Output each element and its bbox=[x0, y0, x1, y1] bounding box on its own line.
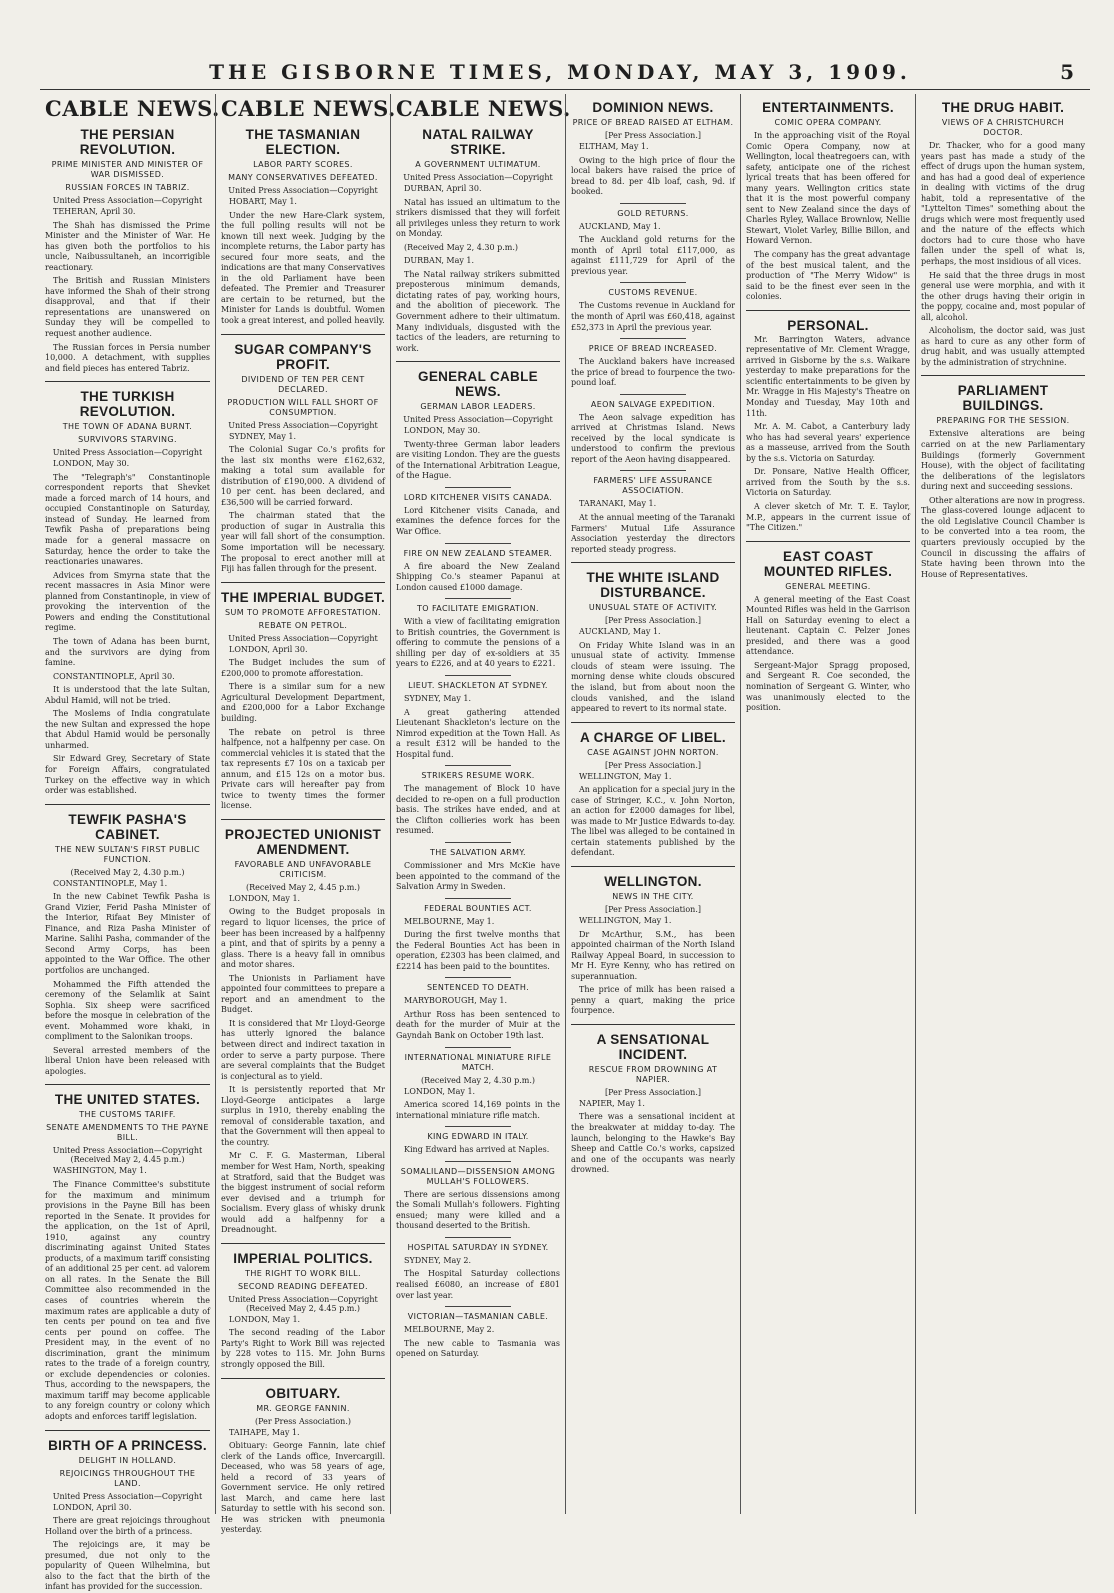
article-paragraph: Mr. Barrington Waters, advance representative of Mr. Clement Wragge, arrived in Gisborne by the s.s. Waikare yesterday to make preparations for the scientific entertainments to be given by Mr. Wragge in His Majesty's Theatre on Monday and Tuesday, May 10th and 11th. bbox=[746, 334, 910, 418]
article-subhead: PRICE OF BREAD INCREASED. bbox=[588, 344, 718, 354]
article-title: A CHARGE OF LIBEL. bbox=[580, 729, 726, 745]
section-separator bbox=[620, 394, 686, 395]
masthead-title: THE GISBORNE TIMES, MONDAY, MAY 3, 1909. bbox=[209, 60, 911, 84]
article-divider bbox=[571, 722, 735, 723]
article-title: BIRTH OF A PRINCESS. bbox=[48, 1437, 207, 1453]
section-separator bbox=[445, 842, 511, 843]
article-paragraph: The Finance Committee's substitute for the maximum and minimum provisions in the Payne Bill has been reported in the Senate. It provides for the application, on the 1st of April, 1910, against any country discriminating against United States products, of a maximum tariff consisting of an additional 25 per cent. ad valorem on all rates. In the Senate the Bill Committee also recommended in the cases of countries wherein the maximum rates are applicable a duty of ten cents per pound on tea and five cents per pound on coffee. The President may, in the event of no discrimination, grant the minimum rates to the trade of a foreign country, or exclude dependencies or colonies. Thus, according to the newspapers, the maximum tariff may become applicable to any foreign country or colony which adopts and enforces tariff legislation. bbox=[45, 1180, 210, 1422]
article bbox=[221, 127, 385, 327]
article-paragraph: A fire aboard the New Zealand Shipping Co.'s steamer Papanui at London caused £1000 damage. bbox=[396, 561, 560, 592]
article-subhead: A GOVERNMENT ULTIMATUM. bbox=[415, 160, 541, 169]
article-subhead: PRODUCTION WILL FALL SHORT OF CONSUMPTION. bbox=[227, 397, 379, 417]
article-paragraph: Lord Kitchener visits Canada, and examines the defence forces for the War Office. bbox=[396, 505, 560, 537]
article-paragraph: With a view of facilitating emigration to British countries, the Government is offering to commute the pensions of a shilling per day of ex-soldiers at 35 years to £226, and at 40 years to £221. bbox=[396, 617, 560, 669]
section-separator bbox=[445, 1237, 511, 1238]
section-separator bbox=[620, 282, 686, 283]
article-paragraph: The town of Adana has been burnt, and the survivors are dying from famine. bbox=[45, 636, 210, 668]
article bbox=[221, 1243, 385, 1371]
article-paragraph: He said that the three drugs in most general use were morphia, and with it the other drugs having their origin in the poppy, cocaine and, most popular of all, alcohol. bbox=[921, 270, 1085, 322]
article-subhead: THE TOWN OF ADANA BURNT. bbox=[62, 422, 193, 432]
article-paragraph: Dr. Ponsare, Native Health Officer, arrived from the South by the s.s. Victoria on Saturday. bbox=[746, 467, 910, 498]
article-dateline: United Press Association—Copyright bbox=[52, 196, 203, 205]
article-paragraph: LONDON, April 30. bbox=[53, 1502, 132, 1512]
article-divider bbox=[571, 866, 735, 867]
section-separator bbox=[445, 765, 511, 766]
article-subhead: VICTORIAN—TASMANIAN CABLE. bbox=[407, 1312, 549, 1322]
article-paragraph: It is understood that the late Sultan, Abdul Hamid, will not be tried. bbox=[45, 685, 210, 705]
article-divider bbox=[45, 1430, 210, 1431]
column-header: CABLE NEWS. bbox=[45, 96, 220, 121]
article-title: SUGAR COMPANY'S PROFIT. bbox=[234, 341, 372, 372]
article-subhead: UNUSUAL STATE OF ACTIVITY. bbox=[588, 603, 718, 613]
article-paragraph: CONSTANTINOPLE, May 1. bbox=[53, 878, 168, 888]
article bbox=[221, 1378, 385, 1536]
article bbox=[571, 282, 735, 333]
article-paragraph: It is persistently reported that Mr Lloyd-George anticipates a large surplus in 1910, thereby enabling the removal of considerable taxation, and that the Government will then appeal to the country. bbox=[221, 1085, 385, 1147]
article-title: NATAL RAILWAY STRIKE. bbox=[422, 127, 534, 157]
article bbox=[396, 543, 560, 594]
article-subhead: LIEUT. SHACKLETON AT SYDNEY. bbox=[408, 680, 548, 690]
article-paragraph: Obituary: George Fannin, late chief clerk of the Lands office, Invercargill. Deceased, who was 58 years of age, held a record of 33 years of Government service. He only retired last March, and came here last Saturday to settle with his second son. He was stricken with pneumonia yesterday. bbox=[221, 1441, 385, 1535]
article-paragraph: A general meeting of the East Coast Mounted Rifles was held in the Garrison Hall on Saturday evening to elect a lieutenant. Captain C. Pelzer Jones presided, and there was a good attendance. bbox=[746, 594, 910, 657]
article bbox=[571, 100, 735, 198]
article-paragraph: LONDON, May 1. bbox=[404, 1086, 476, 1096]
article bbox=[571, 1024, 735, 1176]
article-dateline: United Press Association—Copyright bbox=[228, 186, 378, 195]
article-paragraph: The Colonial Sugar Co.'s profits for the last six months were £162,632, making a total sum available for distribution of £190,000. A dividend of 10 per cent. has been declared, and £36,500 will be carried forward. bbox=[221, 445, 385, 507]
article-paragraph: The British and Russian Ministers have informed the Shah of their strong disapproval, and that if their representations are unanswered on Sunday they will be compelled to request another audience. bbox=[45, 276, 210, 339]
article-subhead: FARMERS' LIFE ASSURANCE ASSOCIATION. bbox=[593, 476, 713, 496]
article-paragraph: The Shah has dismissed the Prime Minister and the Minister of War. He has given both the portfolios to his uncle, Naibussultaneh, an incorrigible reactionary. bbox=[45, 220, 210, 272]
section-separator bbox=[445, 487, 511, 488]
article-subhead: FIRE ON NEW ZEALAND STEAMER. bbox=[403, 548, 553, 558]
article bbox=[571, 394, 735, 466]
section-separator bbox=[620, 470, 686, 471]
article-dateline: United Press Association—Copyright (Received May 2, 4.45 p.m.) bbox=[228, 1294, 378, 1313]
article-paragraph: LONDON, May 1. bbox=[229, 893, 301, 903]
column-5 bbox=[740, 94, 915, 1514]
article-title: DOMINION NEWS. bbox=[592, 100, 714, 115]
article-paragraph: Natal has issued an ultimatum to the strikers dismissed that they will forfeit all privileges unless they return to work on Monday. bbox=[396, 197, 560, 239]
article-paragraph: Sergeant-Major Spragg proposed, and Sergeant R. Coe seconded, the nomination of Sergeant G. Winter, who was unanimously elected to the position. bbox=[746, 660, 910, 713]
article-dateline: United Press Association—Copyright bbox=[403, 415, 553, 425]
article-dateline: United Press Association—Copyright bbox=[228, 633, 378, 643]
article-dateline: United Press Association—Copyright bbox=[228, 420, 378, 430]
article bbox=[921, 375, 1085, 580]
article bbox=[396, 842, 560, 893]
article-divider bbox=[221, 1243, 385, 1244]
section-separator bbox=[445, 1047, 511, 1048]
article-paragraph: A clever sketch of Mr. T. E. Taylor, M.P., appears in the current issue of "The Citizen." bbox=[746, 501, 910, 533]
section-separator bbox=[445, 1126, 511, 1127]
article bbox=[571, 562, 735, 714]
article-paragraph: MELBOURNE, May 1. bbox=[404, 916, 495, 926]
article bbox=[571, 722, 735, 859]
article-title: PROJECTED UNIONIST AMENDMENT. bbox=[224, 826, 382, 857]
article-subhead: DELIGHT IN HOLLAND. bbox=[78, 1455, 177, 1465]
column-2 bbox=[215, 94, 396, 1535]
article-title: IMPERIAL POLITICS. bbox=[233, 1250, 373, 1266]
column-4 bbox=[565, 94, 740, 1514]
article-divider bbox=[45, 1084, 210, 1085]
article-paragraph: The Budget includes the sum of £200,000 to promote afforestation. bbox=[221, 658, 385, 678]
article-title: PARLIAMENT BUILDINGS. bbox=[957, 383, 1049, 414]
article-subhead: PRIME MINISTER AND MINISTER OF WAR DISMISSED. bbox=[51, 160, 204, 179]
section-separator bbox=[445, 1306, 511, 1307]
article bbox=[396, 1306, 560, 1360]
article bbox=[396, 127, 560, 354]
article-paragraph: America scored 14,169 points in the international miniature rifle match. bbox=[396, 1100, 560, 1120]
article bbox=[746, 100, 910, 303]
article-subhead: CUSTOMS REVENUE. bbox=[608, 288, 698, 298]
article-paragraph: The rebate on petrol is three halfpence, not a halfpenny per case. On commercial vehicles it is stated that the tax represents £7 10s on a taxicab per annum, and £15 12s on a motor bus. Private cars will hereafter pay from twice to twenty times the former license. bbox=[221, 727, 385, 811]
article-title: PERSONAL. bbox=[787, 317, 869, 333]
article-title: WELLINGTON. bbox=[604, 873, 702, 889]
article-paragraph: CONSTANTINOPLE, April 30. bbox=[53, 671, 175, 681]
article-title: THE IMPERIAL BUDGET. bbox=[221, 589, 386, 605]
article-subhead: THE NEW SULTAN'S FIRST PUBLIC FUNCTION. bbox=[54, 844, 201, 864]
article-paragraph: Commissioner and Mrs McKie have been appointed to the command of the Salvation Army in Sweden. bbox=[396, 860, 560, 892]
article-paragraph: The Auckland gold returns for the month of April total £117,000, as against £111,729 for April of the previous year. bbox=[571, 235, 735, 276]
article-subhead: GENERAL MEETING. bbox=[785, 581, 871, 591]
article-dateline: United Press Association—Copyright bbox=[52, 448, 203, 458]
article-subhead: THE CUSTOMS TARIFF. bbox=[79, 1110, 176, 1120]
article bbox=[746, 541, 910, 714]
article-divider bbox=[746, 310, 910, 311]
article-title: A SENSATIONAL INCIDENT. bbox=[596, 1031, 710, 1062]
article-subhead: FEDERAL BOUNTIES ACT. bbox=[424, 903, 532, 913]
article-paragraph: Twenty-three German labor leaders are visiting London. They are the guests of the International Arbitration League, of the Hague. bbox=[396, 439, 560, 481]
article-divider bbox=[221, 1378, 385, 1379]
article-paragraph: TEHERAN, April 30. bbox=[53, 207, 136, 216]
article-paragraph: Mohammed the Fifth attended the ceremony of the Selamlik at Saint Sophia. Six sheep were sacrificed before the mosque in celebration of the event. Mohammed wore khaki, in compliment to the Salonikan troops. bbox=[45, 979, 210, 1042]
article-paragraph: LONDON, May 30. bbox=[404, 426, 481, 436]
article-paragraph: The "Telegraph's" Constantinople correspondent reports that Shevket made a forced march of 14 hours, and occupied Constantinople on Saturday, instead of Sunday. He learned from Tewfik Pasha of preparations being made for a general massacre on Saturday, hence the order to take the reactionaries unawares. bbox=[45, 472, 210, 567]
column-header: CABLE NEWS. bbox=[221, 96, 396, 121]
article-paragraph: Alcoholism, the doctor said, was just as hard to cure as any other form of drug habit, and was usually attempted by the administration of strychnine. bbox=[921, 326, 1085, 367]
article-subhead: LORD KITCHENER VISITS CANADA. bbox=[403, 492, 553, 502]
article-subhead: MR. GEORGE FANNIN. bbox=[256, 1403, 350, 1413]
article-paragraph: MELBOURNE, May 2. bbox=[404, 1325, 495, 1335]
article-subhead: SENATE AMENDMENTS TO THE PAYNE BILL. bbox=[46, 1123, 209, 1143]
article bbox=[396, 765, 560, 837]
article-paragraph: The Customs revenue in Auckland for the month of April was £60,418, against £52,373 in April the previous year. bbox=[571, 301, 735, 332]
article-divider bbox=[221, 334, 385, 335]
article-subhead: COMIC OPERA COMPANY. bbox=[774, 118, 882, 127]
article-subhead: KING EDWARD IN ITALY. bbox=[427, 1132, 529, 1142]
article-paragraph: (Received May 2, 4.30 p.m.) bbox=[404, 242, 519, 252]
article-title: GENERAL CABLE NEWS. bbox=[418, 369, 538, 400]
article-dateline: (Received May 2, 4.45 p.m.) bbox=[245, 882, 361, 892]
article-paragraph: It is considered that Mr Lloyd-George has utterly ignored the balance between direct and indirect taxation in order to serve a party purpose. There are several complaints that the Budget is conjectural as to yield. bbox=[221, 1018, 385, 1081]
article bbox=[396, 1047, 560, 1122]
article-paragraph: TARANAKI, May 1. bbox=[579, 499, 657, 509]
article-paragraph: There was a sensational incident at the breakwater at midday to-day. The launch, belonging to the Hawke's Bay Sheep and Cattle Co.'s works, capsized and one of the occupants was nearly drowned. bbox=[571, 1112, 735, 1175]
article-title: ENTERTAINMENTS. bbox=[762, 100, 894, 115]
article-dateline: [Per Press Association.] bbox=[605, 1087, 701, 1097]
article-title: EAST COAST MOUNTED RIFLES. bbox=[763, 548, 893, 579]
article-paragraph: An application for a special jury in the case of Stringer, K.C., v. John Norton, an action for £2000 damages for libel, was made to Mr Justice Edwards to-day. The libel was alleged to be contained in certain statements published by the defendant. bbox=[571, 785, 735, 858]
article bbox=[45, 1430, 210, 1593]
article-paragraph: The Natal railway strikers submitted preposterous minimum demands, dictating rates of pay, working hours, and the abolition of piecework. The Government adhere to their ultimatum. Many individuals, disgusted with the tactics of the leaders, are returning to work. bbox=[396, 269, 560, 353]
article-dateline: United Press Association—Copyright bbox=[403, 173, 553, 182]
article-paragraph: WELLINGTON, May 1. bbox=[579, 915, 672, 925]
article bbox=[571, 866, 735, 1017]
article bbox=[45, 381, 210, 796]
article-paragraph: Several arrested members of the liberal Union have been released with apologies. bbox=[45, 1045, 210, 1076]
article bbox=[221, 582, 385, 812]
article-dateline: [Per Press Association.] bbox=[605, 904, 701, 914]
article-subhead: VIEWS OF A CHRISTCHURCH DOCTOR. bbox=[941, 118, 1065, 137]
article bbox=[396, 977, 560, 1041]
article-paragraph: SYDNEY, May 2. bbox=[404, 1255, 472, 1265]
article-dateline: United Press Association—Copyright (Received May 2, 4.45 p.m.) bbox=[52, 1146, 203, 1165]
article-paragraph: SYDNEY, May 1. bbox=[404, 693, 472, 703]
article-paragraph: AUCKLAND, May 1. bbox=[579, 627, 661, 637]
article-paragraph: There are serious dissensions among the Somali Mullah's followers. Fighting ensued; many were killed and a thousand deserted to the British. bbox=[396, 1189, 560, 1231]
article-divider bbox=[45, 381, 210, 382]
article-subhead: GERMAN LABOR LEADERS. bbox=[420, 402, 536, 412]
article bbox=[571, 470, 735, 555]
article bbox=[396, 675, 560, 760]
article bbox=[396, 598, 560, 670]
section-separator bbox=[445, 598, 511, 599]
article-paragraph: The Hospital Saturday collections realised £6080, an increase of £801 over last year. bbox=[396, 1269, 560, 1300]
article-paragraph: Advices from Smyrna state that the recent massacres in Asia Minor were planned from Constantinople, in view of provoking the intervention of the Powers and ending the Constitutional regime. bbox=[45, 570, 210, 633]
article-paragraph: The Russian forces in Persia number 10,000. A detachment, with supplies and field pieces has entered Tabriz. bbox=[45, 342, 210, 373]
article-title: THE WHITE ISLAND DISTURBANCE. bbox=[586, 570, 720, 601]
article bbox=[221, 334, 385, 575]
article-subhead: RUSSIAN FORCES IN TABRIZ. bbox=[65, 183, 190, 192]
article-subhead: INTERNATIONAL MINIATURE RIFLE MATCH. bbox=[404, 1052, 552, 1072]
article-subhead: SUM TO PROMOTE AFFORESTATION. bbox=[225, 607, 381, 617]
article-title: THE DRUG HABIT. bbox=[941, 100, 1065, 115]
article-paragraph: Dr. Thacker, who for a good many years past has made a study of the effect of drugs upon the human system, and has had a good deal of experience in dealing with victims of the drug habit, told a representative of the "Lyttelton Times" something about the drugs which were most frequently used and the nature of the effects which doctors had to cure those who have fallen under the spell of what is, perhaps, the most insidious of all vices. bbox=[921, 141, 1085, 267]
article-subhead: REBATE ON PETROL. bbox=[258, 620, 348, 630]
article-paragraph: The new cable to Tasmania was opened on Saturday. bbox=[396, 1338, 560, 1359]
article-dateline: [Per Press Association.] bbox=[605, 760, 701, 770]
masthead bbox=[40, 58, 1080, 88]
article-paragraph: There are great rejoicings throughout Holland over the birth of a princess. bbox=[45, 1516, 210, 1536]
article-paragraph: Mr C. F. G. Masterman, Liberal member for West Ham, North, speaking at Stratford, said that the Budget was the biggest instrument of social reform ever devised and a triumph for Socialism. Every glass of whisky drunk would add a halfpenny for a Dreadnought. bbox=[221, 1151, 385, 1235]
section-separator bbox=[445, 898, 511, 899]
article-paragraph: Under the new Hare-Clark system, the full polling results will not be known till next week. Judging by the incomplete returns, the Labor party has secured four more seats, and the indications are that many Conservatives in the old Parliament have been defeated. The Premier and Treasurer are certain to be returned, but the Minister for Lands is doubtful. Women took a great interest, and polled heavily. bbox=[221, 210, 385, 326]
article-paragraph: The Moslems of India congratulate the new Sultan and expressed the hope that Abdul Hamid would be personally unharmed. bbox=[45, 709, 210, 750]
article-divider bbox=[571, 562, 735, 563]
article-divider bbox=[396, 361, 560, 362]
article-paragraph: Owing to the Budget proposals in regard to liquor licenses, the price of beer has been increased by a halfpenny a pint, and that of spirits by a penny a glass. There is a heavy fall in omnibus and motor shares. bbox=[221, 907, 385, 970]
article-paragraph: Arthur Ross has been sentenced to death for the murder of Muir at the Gayndah Bank on October 19th last. bbox=[396, 1009, 560, 1040]
article-divider bbox=[746, 541, 910, 542]
article bbox=[396, 1126, 560, 1156]
article-dateline: (Received May 2, 4.30 p.m.) bbox=[420, 1075, 536, 1085]
column-3 bbox=[390, 94, 571, 1514]
section-separator bbox=[445, 543, 511, 544]
columns-container bbox=[40, 94, 1090, 1592]
article-paragraph: During the first twelve months that the Federal Bounties Act has been in operation, £2303 has been claimed, and £2214 has been paid to the bountites. bbox=[396, 930, 560, 971]
article-paragraph: LONDON, May 1. bbox=[229, 1314, 301, 1324]
article-subhead: CASE AGAINST JOHN NORTON. bbox=[587, 747, 719, 757]
article bbox=[45, 127, 210, 374]
section-separator bbox=[620, 338, 686, 339]
article-subhead: GOLD RETURNS. bbox=[617, 208, 689, 218]
article-paragraph: Extensive alterations are being carried on at the new Parliamentary Buildings (formerly Government House), with the object of facilitating the deliberations of the legislators during next and succeeding sessions. bbox=[921, 429, 1085, 492]
article-paragraph: SYDNEY, May 1. bbox=[229, 431, 297, 441]
article bbox=[746, 310, 910, 534]
article bbox=[396, 1237, 560, 1301]
article-paragraph: WELLINGTON, May 1. bbox=[579, 771, 672, 781]
article-paragraph: LONDON, April 30. bbox=[229, 644, 308, 654]
article-subhead: RESCUE FROM DROWNING AT NAPIER. bbox=[588, 1064, 718, 1084]
article-title: THE TURKISH REVOLUTION. bbox=[79, 389, 176, 420]
article-subhead: STRIKERS RESUME WORK. bbox=[421, 771, 535, 781]
article-paragraph: DURBAN, May 1. bbox=[404, 256, 475, 266]
article-subhead: SOMALILAND—DISSENSION AMONG MULLAH'S FOLLOWERS. bbox=[400, 1166, 556, 1186]
article bbox=[396, 487, 560, 538]
column-1 bbox=[40, 94, 220, 1592]
article-subhead: PRICE OF BREAD RAISED AT ELTHAM. bbox=[572, 118, 734, 127]
article bbox=[396, 898, 560, 973]
article-subhead: NEWS IN THE CITY. bbox=[612, 891, 694, 901]
article bbox=[571, 338, 735, 389]
page-number: 5 bbox=[1060, 60, 1074, 84]
article-divider bbox=[45, 804, 210, 805]
article-subhead: REJOICINGS THROUGHOUT THE LAND. bbox=[59, 1468, 196, 1488]
article-paragraph: WASHINGTON, May 1. bbox=[53, 1166, 147, 1176]
article bbox=[221, 819, 385, 1236]
article-divider bbox=[221, 582, 385, 583]
article-paragraph: DURBAN, April 30. bbox=[404, 184, 482, 193]
article-paragraph: Owing to the high price of flour the local bakers have raised the price of bread to 8d. per 4lb loaf, cash, 9d. if booked. bbox=[571, 155, 735, 197]
masthead-rule bbox=[40, 89, 1090, 90]
article bbox=[396, 361, 560, 482]
article-paragraph: A great gathering attended Lieutenant Shackleton's lecture on the Nimrod expedition at the Town Hall. As a result £312 will be handed to the Hospital fund. bbox=[396, 707, 560, 759]
article-paragraph: In the new Cabinet Tewfik Pasha is Grand Vizier, Ferid Pasha Minister of the Interior, Rifaat Bey Minister of Finance, and Riza Pasha Minister of Marine. Salihi Pasha, commander of the Second Army Corps, has been appointed to the War Office. The other portfolios are unchanged. bbox=[45, 892, 210, 975]
article-paragraph: The management of Block 10 have decided to re-open on a full production basis. The strikes have ended, and at the Clifton collieries work has been resumed. bbox=[396, 784, 560, 836]
article-paragraph: The company has the great advantage of the best musical talent, and the production of "The Merry Widow" is said to be the finest ever seen in the colonies. bbox=[746, 250, 910, 302]
article-paragraph: King Edward has arrived at Naples. bbox=[404, 1145, 550, 1155]
article-paragraph: Other alterations are now in progress. The glass-covered lounge adjacent to the old Legislative Council Chamber is to be converted into a tea room, the quarters previously occupied by the Council in discussing the affairs of State having been thrown into the House of Representatives. bbox=[921, 495, 1085, 579]
article-paragraph: Mr. A. M. Cabot, a Canterbury lady who has had several years' experience as a masseuse, arrived from the South by the s.s. Victoria on Saturday. bbox=[746, 422, 910, 463]
article-subhead: AEON SALVAGE EXPEDITION. bbox=[590, 399, 716, 409]
article-subhead: MANY CONSERVATIVES DEFEATED. bbox=[228, 173, 378, 182]
article-paragraph: The rejoicings are, it may be presumed, due not only to the popularity of Queen Wilhelmina, but also to the fact that the birth of the infant has provided for the succession. bbox=[45, 1540, 210, 1592]
article-paragraph: LONDON, May 30. bbox=[53, 459, 130, 469]
article-subhead: THE RIGHT TO WORK BILL. bbox=[245, 1268, 361, 1278]
column-header: CABLE NEWS. bbox=[396, 96, 571, 121]
article-subhead: THE SALVATION ARMY. bbox=[429, 847, 526, 857]
article-paragraph: AUCKLAND, May 1. bbox=[579, 221, 661, 231]
article-paragraph: The Auckland bakers have increased the price of bread to fourpence the two-pound loaf. bbox=[571, 357, 735, 388]
article-divider bbox=[921, 375, 1085, 376]
article-dateline: United Press Association—Copyright bbox=[52, 1491, 203, 1501]
article-subhead: TO FACILITATE EMIGRATION. bbox=[417, 604, 539, 614]
article bbox=[45, 804, 210, 1078]
article-paragraph: The price of milk has been raised a penny a quart, making the price fourpence. bbox=[571, 985, 735, 1016]
article-paragraph: On Friday White Island was in an unusual state of activity. Immense clouds of steam were issuing. The morning dense white clouds obscured the island, but from about noon the clouds vanished, and the island appeared to revert to its normal state. bbox=[571, 640, 735, 714]
article-subhead: SECOND READING DEFEATED. bbox=[237, 1281, 368, 1291]
article bbox=[571, 203, 735, 278]
article-subhead: FAVORABLE AND UNFAVORABLE CRITICISM. bbox=[234, 859, 372, 879]
article-dateline: (Per Press Association.) bbox=[255, 1416, 351, 1426]
section-separator bbox=[445, 977, 511, 978]
article-dateline: (Received May 2, 4.30 p.m.) bbox=[70, 867, 185, 877]
article-paragraph: NAPIER, May 1. bbox=[579, 1098, 645, 1108]
article-paragraph: MARYBOROUGH, May 1. bbox=[404, 996, 508, 1006]
article-paragraph: At the annual meeting of the Taranaki Farmers' Mutual Life Assurance Association yesterday the directors reported steady progress. bbox=[571, 513, 735, 554]
article-title: THE PERSIAN REVOLUTION. bbox=[79, 127, 176, 157]
article-paragraph: In the approaching visit of the Royal Comic Opera Company, now at Wellington, local theatregoers can, with safety, anticipate one of the richest lyrical treats that has been offered for many years. Wellington critics state that it is the most powerful company sent to New Zealand since the days of Charles Ryley, Wallace Brownlow, Nellie Stewart, Violet Varley, Billie Billon, and Howard Vernon. bbox=[746, 131, 910, 246]
column-6 bbox=[915, 94, 1090, 1514]
article-subhead: SURVIVORS STARVING. bbox=[78, 435, 177, 445]
article-subhead: PREPARING FOR THE SESSION. bbox=[936, 416, 1070, 426]
article-subhead: LABOR PARTY SCORES. bbox=[253, 160, 353, 169]
article-title: TEWFIK PASHA'S CABINET. bbox=[68, 811, 187, 842]
article-paragraph: HOBART, May 1. bbox=[229, 197, 297, 206]
article-paragraph: There is a similar sum for a new Agricultural Development Department, and £200,000 for a Labor Exchange building. bbox=[221, 682, 385, 723]
article-paragraph: The Aeon salvage expedition has arrived at Christmas Island. News received by the local syndicate is understood to confirm the previous report of the Aeon having disappeared. bbox=[571, 412, 735, 464]
article-subhead: SENTENCED TO DEATH. bbox=[426, 983, 530, 993]
article-paragraph: TAIHAPE, May 1. bbox=[229, 1427, 300, 1437]
article-dateline: [Per Press Association.] bbox=[605, 131, 701, 140]
article-dateline: [Per Press Association.] bbox=[605, 616, 701, 626]
article-subhead: DIVIDEND OF TEN PER CENT DECLARED. bbox=[241, 374, 365, 394]
article-paragraph: The Unionists in Parliament have appointed four committees to prepare a report and an amendment to the Budget. bbox=[221, 973, 385, 1015]
section-separator bbox=[445, 1161, 511, 1162]
article-paragraph: ELTHAM, May 1. bbox=[579, 142, 649, 151]
article-divider bbox=[221, 819, 385, 820]
article-paragraph: Dr McArthur, S.M., has been appointed chairman of the North Island Railway Appeal Board, in succession to Mr H. Eyre Kenny, who has retired on superannuation. bbox=[571, 929, 735, 981]
section-separator bbox=[445, 675, 511, 676]
article bbox=[396, 1161, 560, 1232]
article bbox=[921, 100, 1085, 368]
article-paragraph: Sir Edward Grey, Secretary of State for Foreign Affairs, congratulated Turkey on the effective way in which order was established. bbox=[45, 754, 210, 796]
article-paragraph: The chairman stated that the production of sugar in Australia this year will fall short of the consumption. Some importation will be necessary. The proposal to erect another mill at Fiji has fallen through for the present. bbox=[221, 511, 385, 574]
article-title: OBITUARY. bbox=[265, 1385, 341, 1401]
article-subhead: HOSPITAL SATURDAY IN SYDNEY. bbox=[407, 1242, 549, 1252]
article-title: THE TASMANIAN ELECTION. bbox=[245, 127, 361, 157]
article-divider bbox=[571, 1024, 735, 1025]
article-paragraph: The second reading of the Labor Party's Right to Work Bill was rejected by 228 votes to 115. Mr. John Burns strongly opposed the Bill. bbox=[221, 1328, 385, 1370]
article-title: THE UNITED STATES. bbox=[54, 1092, 201, 1108]
section-separator bbox=[620, 203, 686, 204]
article bbox=[45, 1084, 210, 1422]
